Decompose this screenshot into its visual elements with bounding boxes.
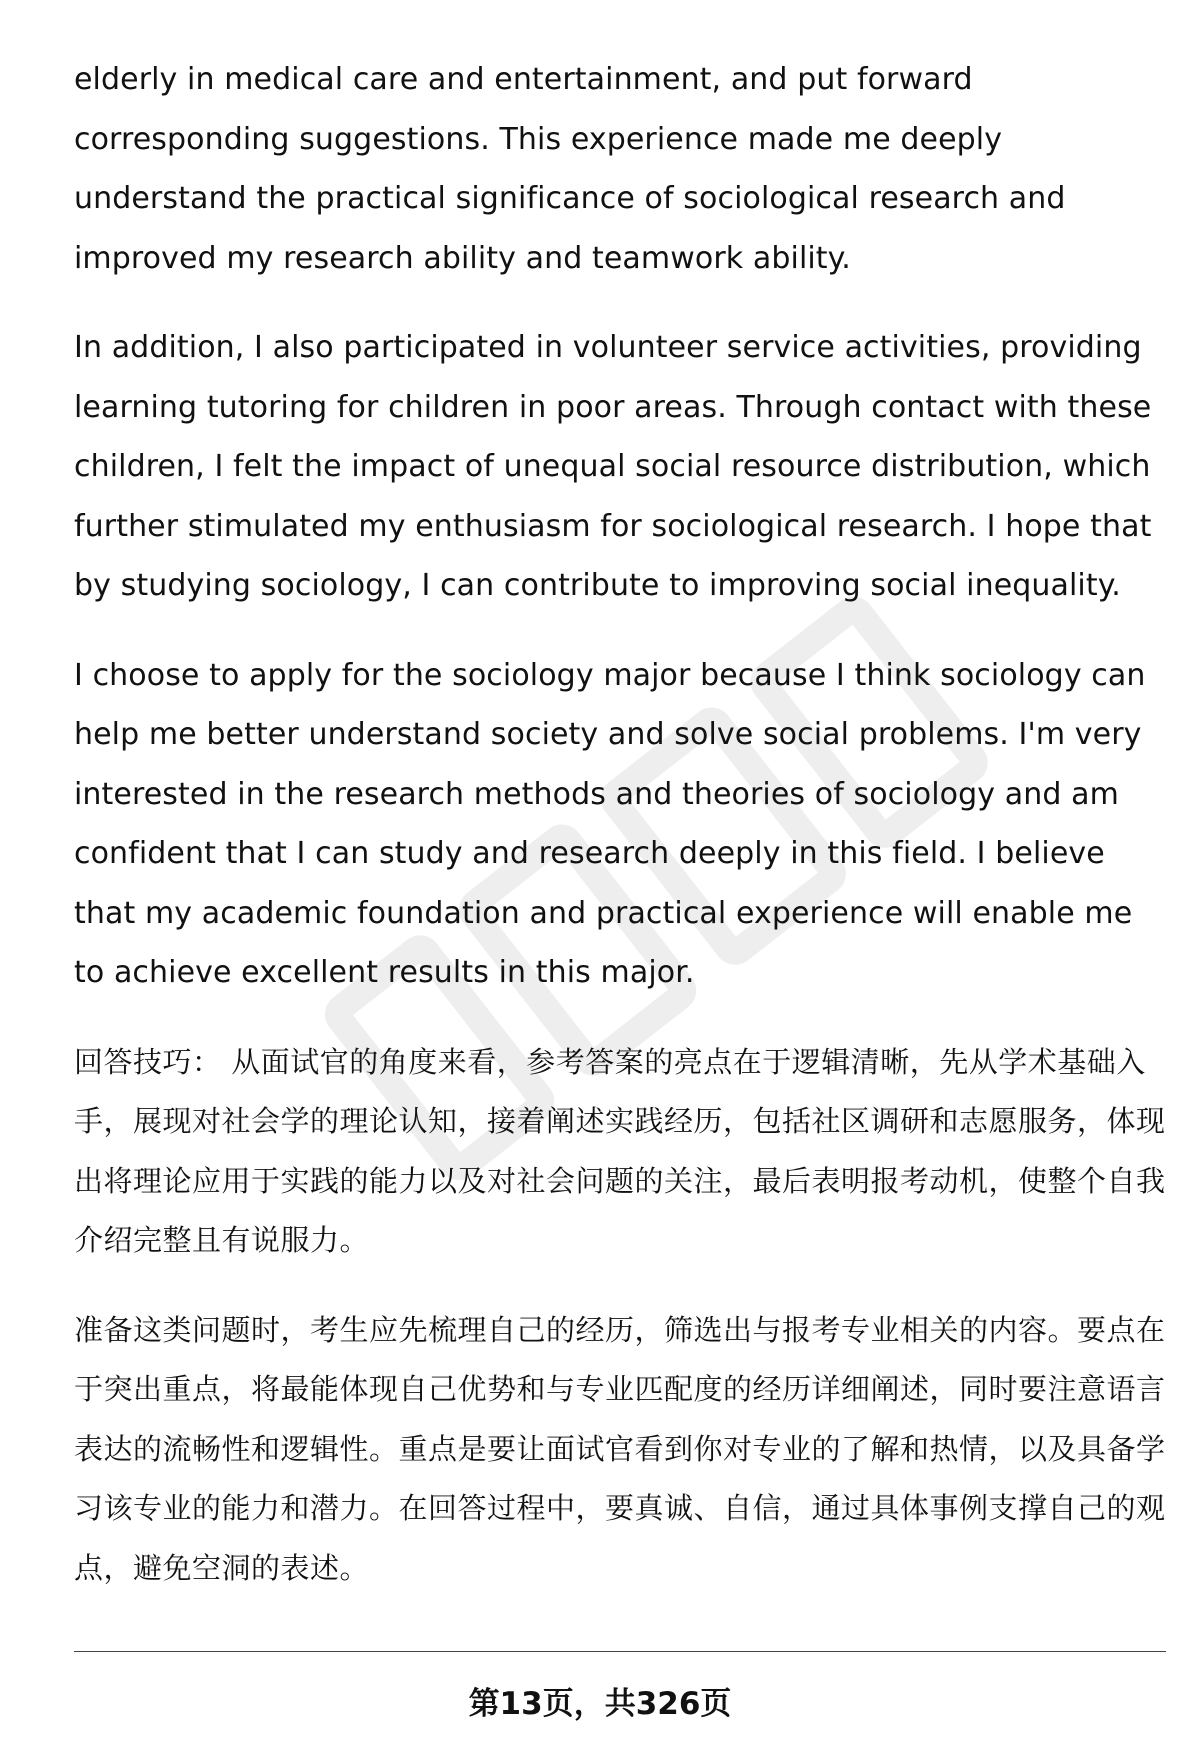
page-number: 第13页，共326页: [468, 1686, 732, 1722]
paragraph-answer-tips: 回答技巧： 从面试官的角度来看，参考答案的亮点在于逻辑清晰，先从学术基础入手，展现对社会学的理论认知，接着阐述实践经历，包括社区调研和志愿服务，体现出将理论应用于实践的能力以及对社会问题的关注，最后表明报考动机，使整个自我介绍完整且有说服力。: [74, 1044, 1166, 1257]
paragraph-volunteer-service: In addition, I also participated in volunteer service activities, providing learning tutoring for children in poor areas. Through contact with these children, I felt the impact of unequal social resource distribution, which further stimulated my enthusiasm for sociological research. I hope that by studying sociology, I can contribute to improving social inequality.: [74, 330, 1152, 603]
paragraph-research-experience: elderly in medical care and entertainment, and put forward corresponding suggestions. This experience made me deeply understand the practical significance of sociological research and improved my research ability and teamwork ability.: [74, 62, 1066, 276]
paragraph-motivation: I choose to apply for the sociology major because I think sociology can help me better understand society and solve social problems. I'm very interested in the research methods and theories of sociology and am confident that I can study and research deeply in this field. I believe that my academic foundation and practical experience will enable me to achieve excellent results in this major.: [74, 657, 1146, 990]
footer-divider: [74, 1651, 1166, 1652]
paragraph-preparation-advice: 准备这类问题时，考生应先梳理自己的经历，筛选出与报考专业相关的内容。要点在于突出重点，将最能体现自己优势和与专业匹配度的经历详细阐述，同时要注意语言表达的流畅性和逻辑性。重点是要让面试官看到你对专业的了解和热情，以及具备学习该专业的能力和潜力。在回答过程中，要真诚、自信，通过具体事例支撑自己的观点，避免空洞的表述。: [74, 1312, 1166, 1585]
document-body: [74, 50, 1166, 1628]
